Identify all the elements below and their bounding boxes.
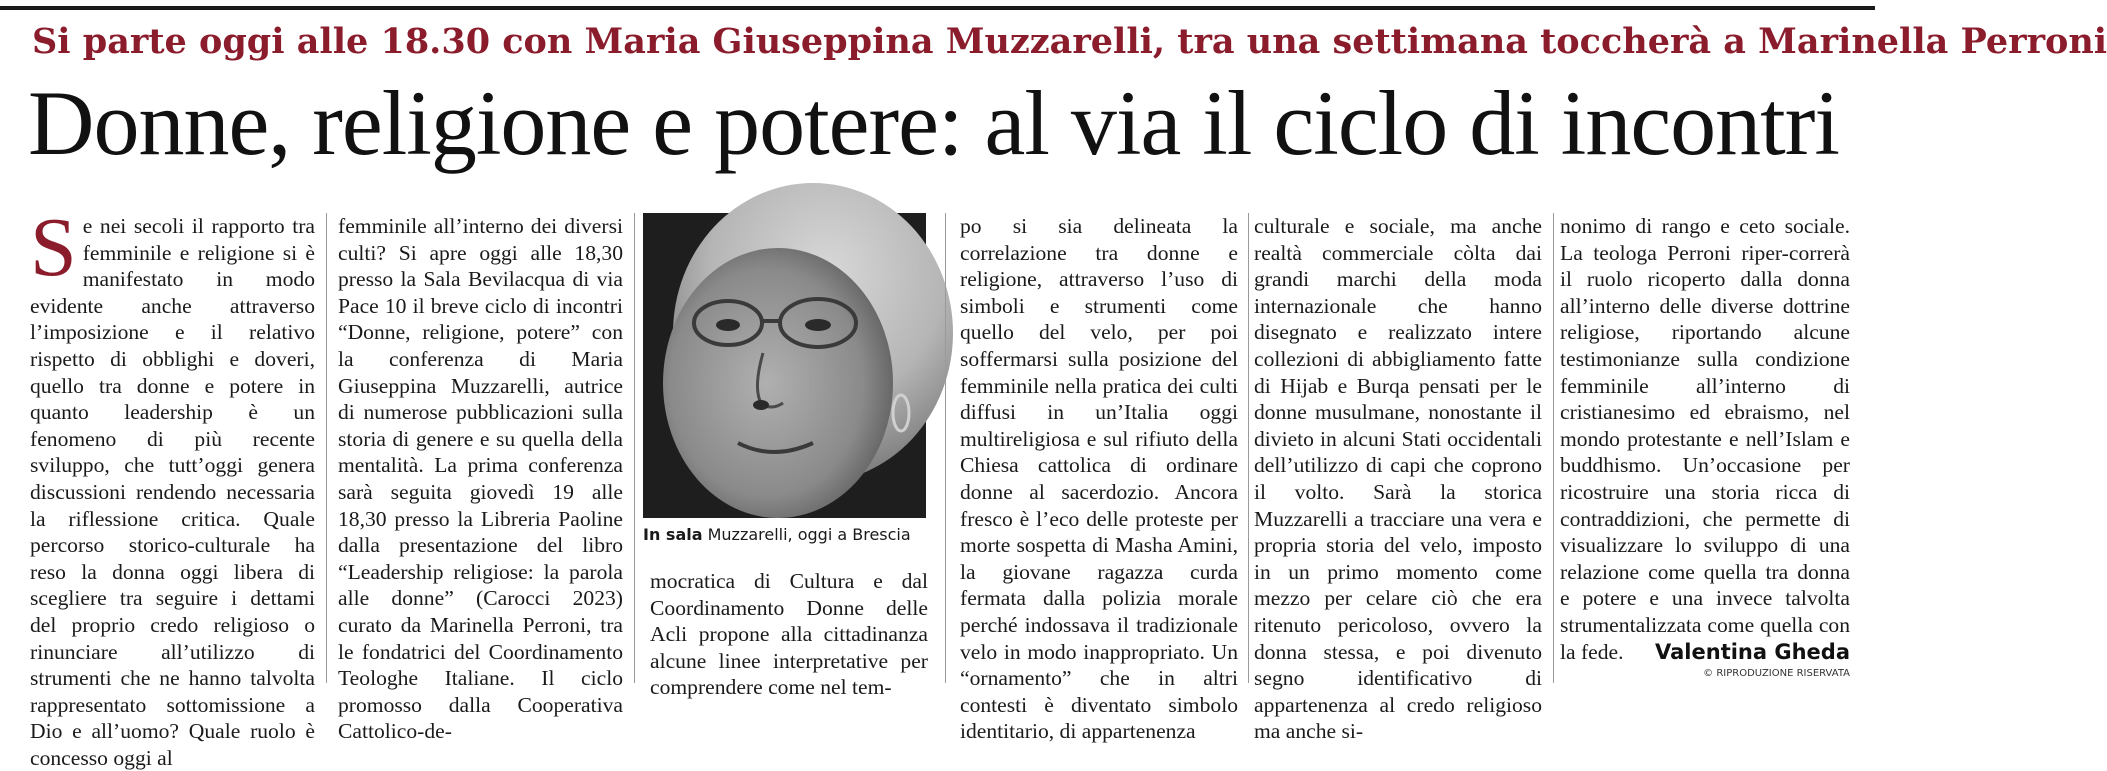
caption-text: Muzzarelli, oggi a Brescia <box>702 525 911 544</box>
article-text-6: nonimo di rango e ceto sociale. La teologa Perroni riper-correrà il ruolo ricoperto dalla donna all’interno delle diverse dottrine religiose, riportando alcune testimonianze sulla condizione femminile all’interno di cristianesimo ed ebraismo, nel mondo protestante e nell’Islam e buddhismo. Un’occasione per ricostruire una storia ricca di contraddizioni, che permette di visualizzare lo sviluppo di una relazione come quella tra donna e potere e una invece talvolta strumentalizzata come quella con la fede. <box>1560 214 1850 664</box>
article-text-3: mocratica di Cultura e dal Coordinamento Donne delle Acli propone alla cittadinanza alcune linee interpretative per comprendere come nel tem- <box>650 569 928 700</box>
portrait-photo <box>643 213 926 518</box>
drop-cap: S <box>30 201 77 294</box>
article-column-3 <box>650 568 928 700</box>
headline: Donne, religione e potere: al via il ciclo di incontri <box>28 72 1839 174</box>
column-divider <box>1248 213 1249 683</box>
article-column-5 <box>1254 213 1542 744</box>
article-column-4 <box>960 213 1238 744</box>
caption-label: In sala <box>643 525 703 544</box>
column-divider <box>945 213 946 683</box>
article-column-1 <box>30 201 315 770</box>
byline: Valentina Gheda <box>1655 640 1850 664</box>
column-divider <box>634 213 635 683</box>
article-text-2: femminile all’interno dei diversi culti? Si apre oggi alle 18,30 presso la Sala Bevilacqua di via Pace 10 il breve ciclo di incontri “Donne, religione, potere” con la conferenza di Maria Giuseppina Muzzarelli, autrice di numerose pubblicazioni sulla storia di genere e su quella della mentalità. La prima conferenza sarà seguita giovedì 19 alle 18,30 presso la Libreria Paoline dalla presentazione del libro “Leadership religiose: la parola alle donne” (Carocci 2023) curato da Marinella Perroni, tra le fondatrici del Coordinamento Teologhe Italiane. Il ciclo promosso dalla Cooperativa Cattolico-de- <box>338 214 623 744</box>
portrait-image <box>643 213 926 518</box>
kicker: Si parte oggi alle 18.30 con Maria Giuseppina Muzzarelli, tra una settimana toccherà a Marinella Perroni <box>32 21 2107 62</box>
article-text-5: culturale e sociale, ma anche realtà commerciale còlta dai grandi marchi della moda internazionale che hanno disegnato e realizzato intere collezioni di abbigliamento fatte di Hijab e Burqa pensati per le donne musulmane, nonostante il divieto in alcuni Stati occidentali dell’utilizzo di capi che coprono il volto. Sarà la storica Muzzarelli a tracciare una vera e propria storia del velo, imposto in un primo momento come mezzo per celare ciò che era ritenuto pericoloso, ovvero la donna stessa, e poi divenuto segno identificativo di appartenenza al credo religioso ma anche si- <box>1254 214 1542 744</box>
top-rule <box>0 6 1875 10</box>
column-divider <box>326 213 327 683</box>
article-text-4: po si sia delineata la correlazione tra donne e religione, attraverso l’uso di simboli e strumenti come quello del velo, per poi soffermarsi sulla posizione del femminile nella pratica dei culti diffusi in un’Italia oggi multireligiosa e sul rifiuto della Chiesa cattolica di ordinare donne al sacerdozio. Ancora fresco è l’eco delle proteste per morte sospetta di Masha Amini, la giovane ragazza curda fermata dalla polizia morale perché indossava il tradizionale velo in modo inappropriato. Un “ornamento” che in altri contesti è diventato simbolo identitario, di appartenenza <box>960 214 1238 744</box>
photo-caption <box>643 525 933 545</box>
column-divider <box>1553 213 1554 683</box>
article-text-1: e nei secoli il rapporto tra femminile e religione si è manifestato in modo evidente anche attraverso l’imposizione e il relativo rispetto di obblighi e doveri, quello tra donne e potere in quanto leadership è un fenomeno di più recente sviluppo, che tutt’oggi genera discussioni rendendo necessaria la riflessione critica. Quale percorso storico-culturale ha reso la donna oggi libera di scegliere tra seguire i dettami del proprio credo religioso o rinunciare all’utilizzo di strumenti che ne hanno talvolta rappresentato sottomissione a Dio e all’uomo? Quale ruolo è concesso oggi al <box>30 214 315 770</box>
copyright-notice: © RIPRODUZIONE RISERVATA <box>1703 668 1850 679</box>
article-column-2 <box>338 213 623 744</box>
